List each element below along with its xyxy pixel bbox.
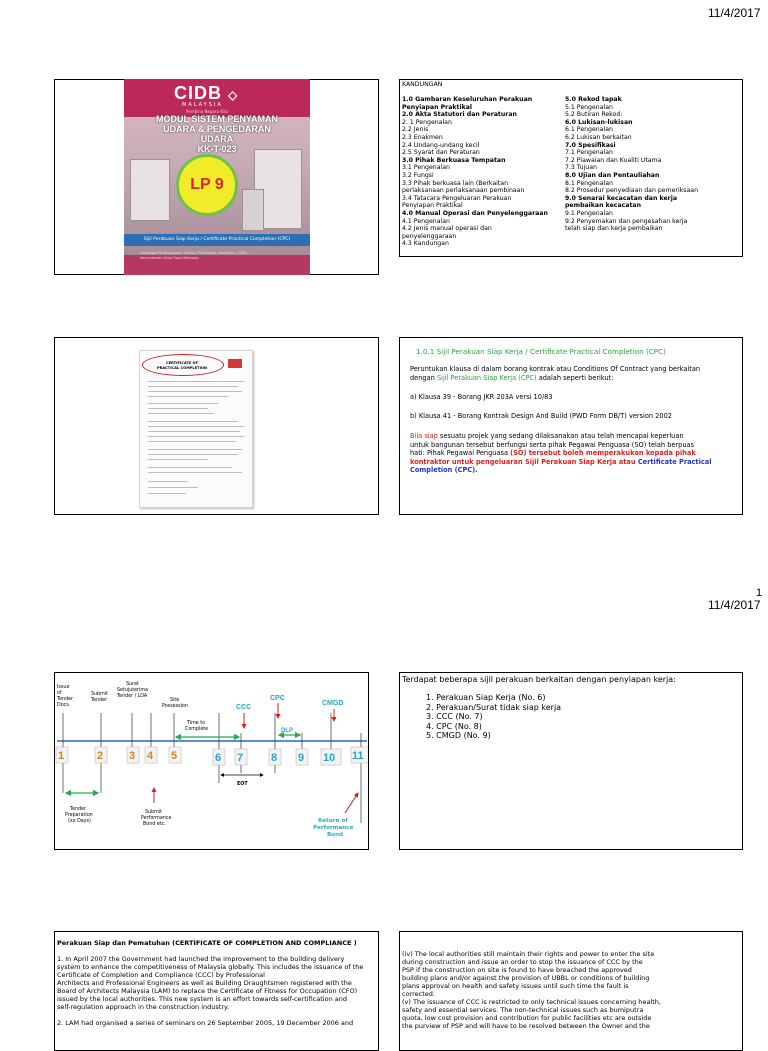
contents-item: 3.4 Tatacara Pengeluaran Perakuan xyxy=(402,194,512,202)
slide-contents xyxy=(399,79,743,257)
step-6: 6 xyxy=(215,752,222,764)
contents-item: 4.2 Jenis manual operasi dan xyxy=(402,225,492,233)
list-item: 5. CMGD (No. 9) xyxy=(426,731,491,741)
contents-heading: KANDUNGAN xyxy=(402,81,443,88)
contents-item: 1.0 Gambaran Keseluruhan Perakuan xyxy=(402,96,533,103)
label-submit-tender-1: Submit xyxy=(91,692,109,697)
text-line xyxy=(57,1011,363,1019)
label-return-2: Performance xyxy=(313,825,354,831)
text-line: during construction and issue an order to stop the issuance of CCC by the xyxy=(402,958,643,966)
module-title: MODUL SISTEM PENYAMAN UDARA & PENGEDARAN UDARA KK-T-023 xyxy=(155,114,278,154)
list-intro: Terdapat beberapa sijil perakuan berkaitan dengan penyiapan kerja: xyxy=(402,675,676,684)
contents-item: 8.0 Ujian dan Pentauliahan xyxy=(565,171,660,179)
ccc-continued-body xyxy=(402,950,661,1030)
ccc-heading: Perakuan Siap dan Pematuhan (CERTIFICATE OF COMPLETION AND COMPLIANCE ) xyxy=(57,939,357,947)
contents-item: telah siap dan kerja pembaikan xyxy=(565,225,663,233)
timeline-steps xyxy=(56,747,369,765)
text-line: Board of Architects Malaysia (LAM) to replace the Certificate of Fitness for Occupation (CFO) xyxy=(57,987,358,995)
label-eot: EOT xyxy=(237,782,248,787)
list-item: 2. Perakuan/Surat tidak siap kerja xyxy=(426,702,562,712)
label-site-1: Site xyxy=(170,698,180,703)
certificate-title: CERTIFICATE OF PRACTICAL COMPLETION xyxy=(156,361,208,370)
text-line: system to enhance the competitiveness of Malaysia globally. This includes the issuance of the xyxy=(57,963,364,971)
label-issue-4: Docs. xyxy=(57,703,71,708)
contents-item: 5.2 Butiran Rekod: xyxy=(565,111,623,119)
slide-cover xyxy=(54,79,379,275)
cpc-clause-b: b) Klausa 41 - Borang Kontrak Design And Build (PWD Form DB/T) version 2002 xyxy=(410,412,672,420)
label-return-1: Return of xyxy=(318,818,348,824)
label-bond-3: Bond etc. xyxy=(143,822,166,827)
label-tender-prep-3: (xx Days) xyxy=(68,819,91,824)
label-ccc: CCC xyxy=(236,704,252,711)
certificate-logo xyxy=(228,359,242,368)
slide-certificate xyxy=(54,337,379,515)
contents-item: 9.0 Senarai kecacatan dan kerja xyxy=(565,194,678,202)
contents-item: 9.1 Pengenalan xyxy=(565,209,613,217)
text-line: Architects and Professional Engineers as well as Building Draughtsmen registered with the xyxy=(57,979,352,987)
contents-item: 2.0 Akta Statutori dan Peraturan xyxy=(402,111,517,119)
contents-item: 5.1 Pengenalan xyxy=(565,103,613,111)
cidb-tagline: Pembina Negara Kita xyxy=(186,109,229,114)
step-4: 4 xyxy=(147,750,154,762)
contents-item: 5.0 Rekod tapak xyxy=(565,96,622,103)
text-line: (v) The issuance of CCC is restricted to only technical issues concerning health, xyxy=(402,998,661,1006)
certificate-image xyxy=(139,350,253,508)
contents-item: 7.1 Pengenalan xyxy=(565,149,613,157)
text-line: plans approval on health and safety issues until such time the fault is xyxy=(402,982,629,990)
contents-item: 7.3 Tujuan xyxy=(565,164,597,172)
label-surat-3: Tender / LOA xyxy=(117,694,148,699)
cpc-clause-a: a) Klausa 39 - Borang JKR 203A versi 10/83 xyxy=(410,393,553,401)
list-item: 1. Perakuan Siap Kerja (No. 6) xyxy=(426,693,546,702)
slide-certificate-list xyxy=(399,672,743,850)
contents-item: Penyiapan Praktikal xyxy=(402,202,463,210)
contents-item: 2.5 Syarat dan Peraturan xyxy=(402,149,480,157)
text-line: self-regulation approach in the construction industry. xyxy=(57,1003,230,1011)
contents-item: 6.0 Lukisan-lukisan xyxy=(565,118,633,126)
slide-ccc-continued xyxy=(399,931,743,1051)
contents-item: 6.2 Lukisan berkaitan xyxy=(565,133,632,141)
label-time-2: Complete xyxy=(185,727,209,732)
contents-item: 8.1 Pengenalan xyxy=(565,179,613,187)
contents-item: 7.0 Spesifikasi xyxy=(565,141,616,149)
contents-item: pembaikan kecacatan xyxy=(565,202,642,210)
label-issue-2: of xyxy=(57,691,62,696)
slide-timeline xyxy=(54,672,369,850)
certificate-list xyxy=(426,693,561,741)
contents-item: 3.3 Pihak berkuasa lain (Berkaitan xyxy=(402,179,509,187)
contents-item: 4.0 Manual Operasi dan Penyelenggaraan xyxy=(402,209,548,217)
text-line: the purview of PSP and will have to be resolved between the Owner and the xyxy=(402,1022,650,1030)
label-dlp: DLP xyxy=(281,728,293,734)
step-5: 5 xyxy=(171,750,178,762)
contents-item: 9.2 Penyemakan dan pengesahan kerja xyxy=(565,217,688,225)
timeline-diagram xyxy=(55,673,369,850)
contents-item: 8.2 Prosedur penyediaan dan pemeriksaan xyxy=(565,187,699,195)
contents-item: 7.2 Piawaian dan Kualiti Utama xyxy=(565,156,662,164)
text-line: issued by the local authorities. This new system is an effort towards self-certification and xyxy=(57,995,347,1003)
label-cpc: CPC xyxy=(270,695,285,702)
contents-left-column xyxy=(402,96,548,248)
contents-item: 3.2 Fungsi xyxy=(402,171,434,179)
label-bond-2: Performance xyxy=(141,816,172,821)
label-site-2: Possession xyxy=(162,704,188,709)
label-issue-3: Tender xyxy=(57,697,74,702)
label-bond-1: Submit xyxy=(145,810,163,815)
contents-item: 4.3 Kandungan xyxy=(402,240,449,248)
label-surat-1: Surat xyxy=(126,682,139,687)
slide-ccc xyxy=(54,931,379,1051)
label-surat-2: Setujuterima xyxy=(117,688,149,693)
text-line: 1. In April 2007 the Government had launched the improvement to the building delivery xyxy=(57,955,345,963)
cpc-paragraph-1: Peruntukan klausa di dalam borang kontrak atau Conditions Of Contract yang berkaitan dengan Sijil Perakuan Siap Kerja (CPC) adalah seperti berikut: xyxy=(410,365,701,382)
step-9: 9 xyxy=(298,752,305,764)
text-line: Certificate of Completion and Compliance (CCC) by Professional xyxy=(57,971,265,979)
contents-item: perlaksanaan perlaksanaan pembinaan xyxy=(402,187,525,195)
ccc-body xyxy=(57,955,363,1027)
contents-item: 3.0 Pihak Berkuasa Tempatan xyxy=(402,156,506,164)
cover-band: Sijil Perakuan Siap Kerja / Certificate Practical Completion (CPC) xyxy=(124,234,310,246)
text-line: PSP if the construction on site is found to have breached the approved xyxy=(402,966,632,974)
list-item: 3. CCC (No. 7) xyxy=(426,712,483,722)
step-10: 10 xyxy=(323,752,336,764)
label-submit-tender-2: Tender xyxy=(91,698,108,703)
label-return-3: Bond xyxy=(327,832,344,838)
contents-item: 2.3 Enakmen xyxy=(402,133,443,141)
lp-badge: LP 9 xyxy=(176,154,238,216)
text-line: quota, low cost provision and contribution for public facilities etc are outside xyxy=(402,1014,652,1022)
cidb-logo-sub: MALAYSIA xyxy=(182,102,223,108)
step-8: 8 xyxy=(271,752,278,764)
cpc-paragraph-2: Bila siap sesuatu projek yang sedang dilaksanakan atau telah mencapai keperluan untuk bangunan tersebut berfungsi serta pihak Pegawai Penguasa (SO) telah berpuas hati: Pihak Pegawai Penguasa (SO) tersebut boleh memperakukan kepada pihak kontraktor untuk pengeluaran Sijil Perakuan Siap Kerja atau Certificate Practical Completion (CPC). xyxy=(410,432,712,475)
timeline-ticks xyxy=(63,713,361,823)
contents-item: 3.1 Pengenalan xyxy=(402,164,450,172)
label-issue-1: Issue xyxy=(57,685,70,690)
slide-cpc-text xyxy=(399,337,743,515)
module-cover-image xyxy=(124,79,310,275)
label-time-1: Time to xyxy=(187,721,206,726)
step-7: 7 xyxy=(237,752,244,764)
contents-item: 4.1 Pengenalan xyxy=(402,217,450,225)
page-number: 1 xyxy=(756,587,763,599)
text-line: building plans and/or against the provision of UBBL or conditions of building xyxy=(402,974,650,982)
text-line: corrected. xyxy=(402,990,435,998)
contents-item: 2. 1 Pengenalan xyxy=(402,118,452,126)
label-tender-prep-1: Tender xyxy=(70,807,87,812)
step-2: 2 xyxy=(97,750,104,762)
contents-item: 2.4 Undang-undang kecil xyxy=(402,141,480,149)
contents-right-column xyxy=(565,96,698,233)
contents-item: 2.2 Jenis xyxy=(402,126,429,134)
date-top: 11/4/2017 xyxy=(708,6,761,20)
cidb-logo: CIDB ◇ xyxy=(174,83,239,103)
cpc-heading: 1.0.1 Sijil Perakuan Siap Kerja / Certificate Practical Completion (CPC) xyxy=(416,347,666,356)
step-11: 11 xyxy=(352,750,364,762)
contents-item: penyelenggaraan xyxy=(402,232,457,240)
cover-footer: Lembaga Pembangunan Industri Pembinaan Malaysia ( CIDB ) Kementerian Kerja Raya Malaysia xyxy=(140,251,249,260)
text-line: 2. LAM had organised a series of seminars on 26 September 2005, 19 December 2006 and xyxy=(57,1019,354,1027)
text-line: safety and essential services. The non-technical issues such as bumiputra xyxy=(402,1006,644,1014)
list-item: 4. CPC (No. 8) xyxy=(426,721,482,731)
step-1: 1 xyxy=(58,750,65,762)
contents-item: Penyiapan Praktikal xyxy=(402,103,472,111)
label-cmgd: CMGD xyxy=(322,700,344,707)
label-tender-prep-2: Preparation xyxy=(65,813,93,818)
step-3: 3 xyxy=(129,750,136,762)
date-mid: 11/4/2017 xyxy=(708,598,761,612)
contents-item: 6.1 Pengenalan xyxy=(565,126,613,134)
text-line: (iv) The local authorities still maintain their rights and power to enter the site xyxy=(402,950,655,958)
